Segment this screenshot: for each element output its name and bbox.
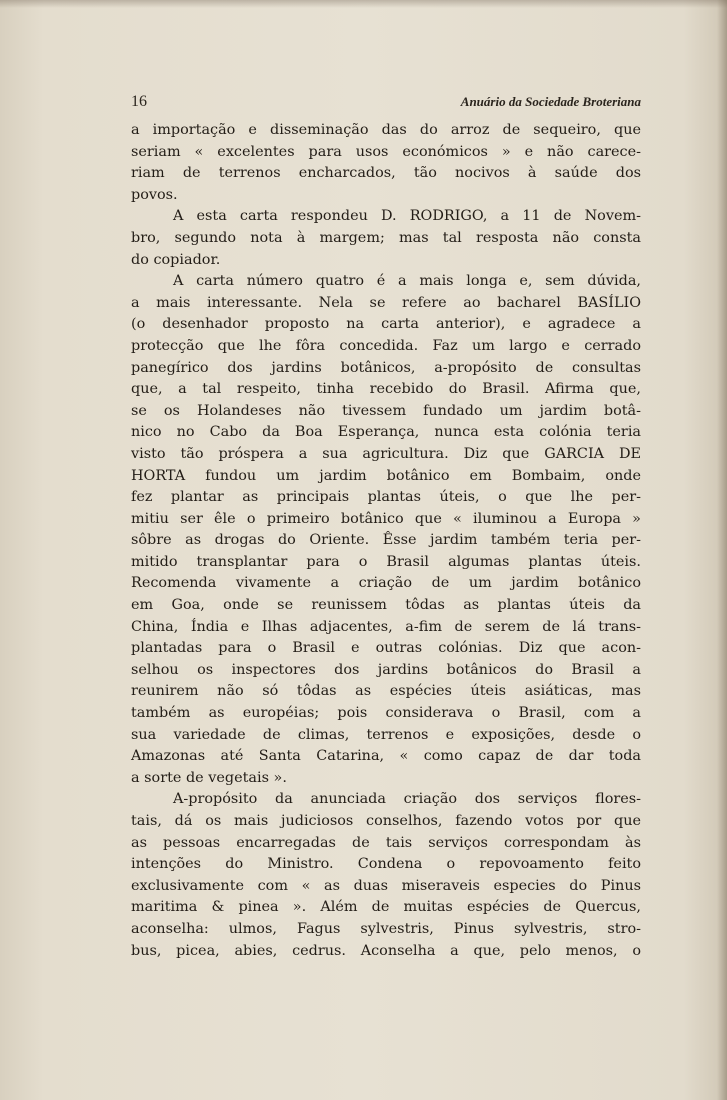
- text-line: as pessoas encarregadas de tais serviços correspondam às: [131, 834, 641, 851]
- text-line: Recomenda vivamente a criação de um jardim botânico: [131, 575, 641, 592]
- text-line: (o desenhador proposto na carta anterior), e agradece a: [131, 316, 641, 333]
- text-line: exclusivamente com « as duas miseraveis especies do Pinus: [131, 877, 641, 894]
- page-top-shadow: [0, 0, 727, 8]
- text-line: selhou os inspectores dos jardins botânicos do Brasil a: [131, 661, 641, 678]
- text-line: em Goa, onde se reunissem tôdas as plantas úteis da: [131, 597, 641, 614]
- text-line: panegírico dos jardins botânicos, a-propósito de consultas: [131, 359, 641, 376]
- text-line: mitiu ser êle o primeiro botânico que « iluminou a Europa »: [131, 510, 641, 527]
- text-line: tais, dá os mais judiciosos conselhos, fazendo votos por que: [131, 813, 641, 829]
- page-right-edge: [717, 0, 727, 1100]
- text-line: sua variedade de climas, terrenos e exposições, desde o: [131, 726, 641, 743]
- page-header: [131, 93, 641, 113]
- text-line: plantadas para o Brasil e outras colónias. Diz que acon-: [131, 640, 641, 657]
- text-line: também as européias; pois considerava o Brasil, com a: [131, 705, 641, 722]
- text-line: Amazonas até Santa Catarina, « como capaz de dar toda: [131, 748, 641, 765]
- text-line: a sorte de vegetais ».: [131, 769, 287, 786]
- text-line: A carta número quatro é a mais longa e, sem dúvida,: [173, 273, 641, 290]
- text-line: bro, segundo nota à margem; mas tal resposta não consta: [131, 229, 641, 246]
- text-line: a importação e disseminação das do arroz de sequeiro, que: [131, 122, 641, 138]
- text-line: seriam « excelentes para usos económicos » e não carece-: [131, 143, 641, 160]
- text-line: reunirem não só tôdas as espécies úteis asiáticas, mas: [131, 683, 641, 700]
- text-line: aconselha: ulmos, Fagus sylvestris, Pinus sylvestris, stro-: [131, 920, 641, 937]
- text-line: protecção que lhe fôra concedida. Faz um largo e cerrado: [131, 337, 641, 354]
- text-line: que, a tal respeito, tinha recebido do Brasil. Afirma que,: [131, 381, 641, 398]
- text-line: intenções do Ministro. Condena o repovoamento feito: [131, 856, 641, 873]
- text-line: A esta carta respondeu D. RODRIGO, a 11 de Novem-: [173, 208, 641, 225]
- text-line: nico no Cabo da Boa Esperança, nunca esta colónia teria: [131, 424, 641, 441]
- body-text: [131, 120, 641, 962]
- text-line: a mais interessante. Nela se refere ao bacharel BASÍLIO: [131, 294, 641, 311]
- text-line: mitido transplantar para o Brasil algumas plantas úteis.: [131, 553, 641, 570]
- text-line: A-propósito da anunciada criação dos serviços flores-: [173, 791, 641, 808]
- text-line: maritima & pinea ». Além de muitas espécies de Quercus,: [131, 899, 641, 916]
- page-number: 16: [131, 93, 147, 110]
- text-line: fez plantar as principais plantas úteis, o que lhe per-: [131, 489, 641, 506]
- text-line: do copiador.: [131, 251, 221, 268]
- text-line: visto tão próspera a sua agricultura. Diz que GARCIA DE: [131, 445, 641, 462]
- text-line: povos.: [131, 186, 178, 203]
- text-line: China, Índia e Ilhas adjacentes, a-fim de serem de lá trans-: [131, 618, 641, 635]
- text-line: HORTA fundou um jardim botânico em Bombaim, onde: [131, 467, 641, 484]
- text-line: se os Holandeses não tivessem fundado um jardim botâ-: [131, 402, 641, 419]
- running-head: Anuário da Sociedade Broteriana: [460, 94, 641, 109]
- text-line: riam de terrenos encharcados, tão nocivos à saúde dos: [131, 165, 641, 182]
- text-line: bus, picea, abies, cedrus. Aconselha a que, pelo menos, o: [131, 942, 641, 959]
- text-line: sôbre as drogas do Oriente. Êsse jardim também teria per-: [131, 532, 641, 549]
